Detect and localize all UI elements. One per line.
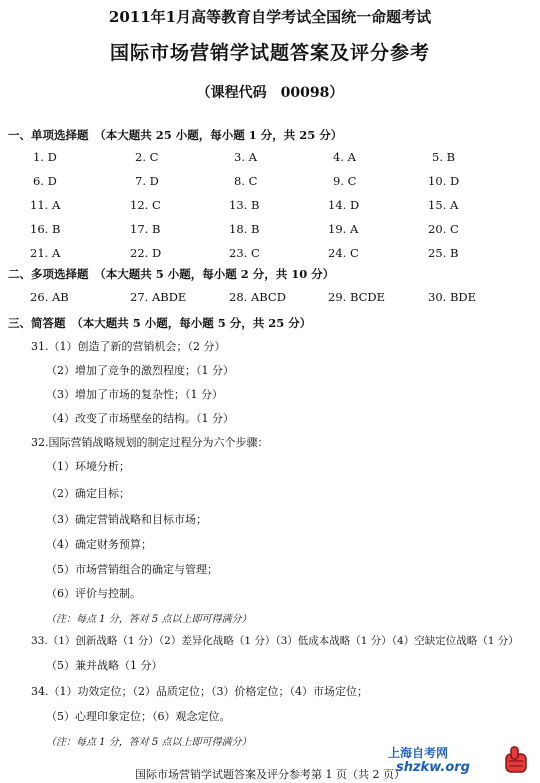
answer-line: （5）心理印象定位；（6）观念定位。 <box>46 710 231 723</box>
answer-row <box>0 198 540 220</box>
answer-row <box>0 246 540 268</box>
section-multiple-choice-heading: 二、多项选择题 （本大题共 5 小题，每小题 2 分，共 10 分） <box>8 267 335 281</box>
exam-title: 2011年1月高等教育自学考试全国统一命题考试 <box>108 8 432 26</box>
answer-cell: 8. C <box>234 174 258 188</box>
document-title: 国际市场营销学试题答案及评分参考 <box>109 42 430 64</box>
answer-cell: 2. C <box>135 150 159 164</box>
answer-cell: 30. BDE <box>428 290 477 304</box>
answer-cell: 17. B <box>130 222 161 236</box>
answer-cell: 24. C <box>328 246 359 260</box>
answer-cell: 4. A <box>333 150 356 164</box>
answer-cell: 10. D <box>428 174 460 188</box>
answer-cell: 14. D <box>328 198 360 212</box>
answer-row <box>0 290 540 312</box>
answer-cell: 18. B <box>229 222 260 236</box>
page-footer: 国际市场营销学试题答案及评分参考第 1 页（共 2 页） <box>135 768 405 781</box>
answer-cell: 21. A <box>30 246 61 260</box>
answer-cell: 3. A <box>234 150 257 164</box>
answer-row <box>0 150 540 172</box>
answer-cell: 22. D <box>130 246 162 260</box>
answer-line-q34: 34.（1）功效定位；（2）品质定位；（3）价格定位；（4）市场定位； <box>31 685 368 698</box>
answer-cell: 27. ABDE <box>130 290 187 304</box>
answer-cell: 19. A <box>328 222 359 236</box>
answer-line: （3）增加了市场的复杂性；（1 分） <box>46 388 223 401</box>
answer-cell: 26. AB <box>30 290 69 304</box>
answer-line: （5）兼并战略（1 分） <box>46 659 163 672</box>
course-code: （课程代码 00098） <box>196 85 344 101</box>
logo-url: shzkw.org <box>396 760 470 775</box>
answer-cell: 6. D <box>33 174 57 188</box>
answer-line: （2）确定目标； <box>46 487 130 500</box>
answer-line: （3）确定营销战略和目标市场； <box>46 513 207 526</box>
fist-thumb-icon <box>500 746 532 776</box>
answer-line: （6）评价与控制。 <box>46 587 141 600</box>
answer-cell: 1. D <box>33 150 57 164</box>
section-short-answer-heading: 三、简答题 （本大题共 5 小题，每小题 5 分，共 25 分） <box>8 316 312 330</box>
section-single-choice-heading: 一、单项选择题 （本大题共 25 小题，每小题 1 分，共 25 分） <box>8 128 343 142</box>
answer-cell: 15. A <box>428 198 459 212</box>
answer-row <box>0 174 540 196</box>
answer-line: （1）环境分析； <box>46 460 130 473</box>
answer-line: （4）改变了市场壁垒的结构。（1 分） <box>46 412 234 425</box>
answer-row <box>0 222 540 244</box>
answer-cell: 28. ABCD <box>229 290 286 304</box>
answer-cell: 12. C <box>130 198 161 212</box>
answer-cell: 29. BCDE <box>328 290 386 304</box>
answer-line-q33: 33.（1）创新战略（1 分）（2）差异化战略（1 分）（3）低成本战略（1 分）（4）空缺定位战略（1 分） <box>31 635 519 647</box>
answer-cell: 11. A <box>30 198 61 212</box>
site-watermark-logo <box>388 744 538 780</box>
answer-line: （2）增加了竞争的激烈程度；（1 分） <box>46 364 234 377</box>
answer-cell: 9. C <box>333 174 357 188</box>
logo-name: 上海自考网 <box>388 746 449 760</box>
answer-cell: 20. C <box>428 222 459 236</box>
answer-cell: 16. B <box>30 222 61 236</box>
answer-line: （4）确定财务预算； <box>46 538 152 551</box>
answer-line-q31: 31.（1）创造了新的营销机会；（2 分） <box>31 340 226 353</box>
answer-cell: 13. B <box>229 198 260 212</box>
scoring-note: （注：每点 1 分，答对 5 点以上即可得满分） <box>46 614 252 625</box>
answer-cell: 5. B <box>432 150 456 164</box>
scoring-note: （注：每点 1 分，答对 5 点以上即可得满分） <box>46 737 252 748</box>
answer-cell: 25. B <box>428 246 459 260</box>
answer-line-q32: 32.国际营销战略规划的制定过程分为六个步骤： <box>31 436 269 449</box>
answer-cell: 23. C <box>229 246 260 260</box>
answer-line: （5）市场营销组合的确定与管理； <box>46 563 218 576</box>
answer-cell: 7. D <box>135 174 159 188</box>
